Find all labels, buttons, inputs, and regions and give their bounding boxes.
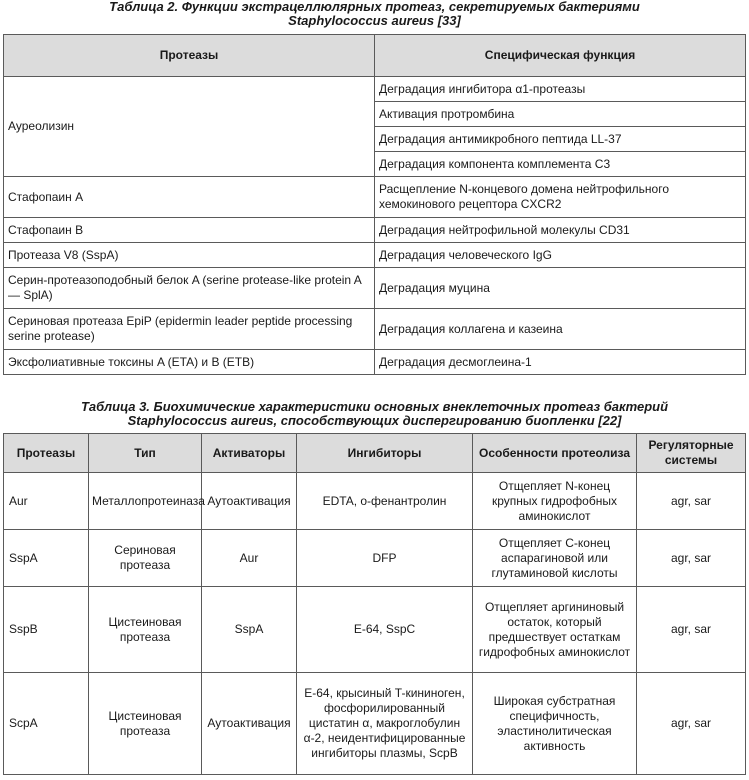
table-row	[4, 309, 746, 350]
table2-header-function: Специфическая функция	[375, 35, 746, 77]
function-cell: Деградация десмоглеина-1	[375, 350, 746, 375]
features-cell: Отщепляет C-конец аспарагиновой или глутаминовой кислоты	[473, 530, 637, 587]
type-cell: Цистеиновая протеаза	[89, 587, 202, 673]
protease-cell: Эксфолиативные токсины A (ETA) и B (ETB)	[4, 350, 375, 375]
table3-header-regulators: Регуляторные системы	[637, 434, 746, 473]
type-cell: Сериновая протеаза	[89, 530, 202, 587]
inhibitors-cell: EDTA, о-фенантролин	[297, 473, 473, 530]
table-row	[4, 77, 746, 102]
table-row	[4, 587, 746, 673]
inhibitors-cell: E-64, крысиный T-кининоген, фосфорилированный цистатин α, макроглобулин α-2, неидентифицированные ингибиторы плазмы, ScpB	[297, 673, 473, 775]
inhibitors-cell: DFP	[297, 530, 473, 587]
table-row	[4, 673, 746, 775]
table3-caption	[0, 400, 749, 428]
table2	[3, 34, 746, 375]
table3-header-features: Особенности протеолиза	[473, 434, 637, 473]
function-cell: Расщепление N-концевого домена нейтрофильного хемокинового рецептора CXCR2	[375, 177, 746, 218]
table-row	[4, 350, 746, 375]
features-cell: Широкая субстратная специфичность, эластинолитическая активность	[473, 673, 637, 775]
table2-header-protease: Протеазы	[4, 35, 375, 77]
protease-cell: ScpA	[4, 673, 89, 775]
table3-caption-line2: Staphylococcus aureus, способствующих диспергированию биопленки [22]	[127, 413, 622, 428]
function-cell: Деградация муцина	[375, 268, 746, 309]
activators-cell: SspA	[202, 587, 297, 673]
table3	[3, 433, 746, 775]
function-cell: Деградация нейтрофильной молекулы CD31	[375, 218, 746, 243]
function-cell: Деградация компонента комплемента C3	[375, 152, 746, 177]
activators-cell: Aur	[202, 530, 297, 587]
type-cell: Металлопротеиназа	[89, 473, 202, 530]
regulators-cell: agr, sar	[637, 673, 746, 775]
table3-header-protease: Протеазы	[4, 434, 89, 473]
features-cell: Отщепляет N-конец крупных гидрофобных аминокислот	[473, 473, 637, 530]
protease-cell: Aur	[4, 473, 89, 530]
regulators-cell: agr, sar	[637, 530, 746, 587]
protease-cell: SspB	[4, 587, 89, 673]
type-cell: Цистеиновая протеаза	[89, 673, 202, 775]
table3-header-activators: Активаторы	[202, 434, 297, 473]
table3-caption-line1: Таблица 3. Биохимические характеристики основных внеклеточных протеаз бактерий	[80, 399, 669, 414]
table3-header-row	[4, 434, 746, 473]
table2-caption-line2: Staphylococcus aureus [33]	[288, 13, 461, 28]
table-row	[4, 243, 746, 268]
function-cell: Деградация антимикробного пептида LL-37	[375, 127, 746, 152]
function-cell: Деградация человеческого IgG	[375, 243, 746, 268]
activators-cell: Аутоактивация	[202, 473, 297, 530]
table-row	[4, 177, 746, 218]
table2-header-row	[4, 35, 746, 77]
protease-cell: Стафопаин B	[4, 218, 375, 243]
inhibitors-cell: E-64, SspC	[297, 587, 473, 673]
protease-cell: Серин-протеазоподобный белок A (serine protease-like protein A — SplA)	[4, 268, 375, 309]
table-row	[4, 268, 746, 309]
table-row	[4, 218, 746, 243]
protease-cell: Стафопаин A	[4, 177, 375, 218]
function-cell: Деградация коллагена и казеина	[375, 309, 746, 350]
regulators-cell: agr, sar	[637, 587, 746, 673]
table-row	[4, 530, 746, 587]
function-cell: Активация протромбина	[375, 102, 746, 127]
regulators-cell: agr, sar	[637, 473, 746, 530]
features-cell: Отщепляет аргининовый остаток, который предшествует остаткам гидрофобных аминокислот	[473, 587, 637, 673]
protease-cell: Сериновая протеаза EpiP (epidermin leader peptide processing serine protease)	[4, 309, 375, 350]
table2-caption	[0, 0, 749, 28]
table-row	[4, 473, 746, 530]
protease-cell: Протеаза V8 (SspA)	[4, 243, 375, 268]
function-cell: Деградация ингибитора α1-протеазы	[375, 77, 746, 102]
protease-cell: Ауреолизин	[4, 77, 375, 177]
table3-header-inhibitors: Ингибиторы	[297, 434, 473, 473]
table3-header-type: Тип	[89, 434, 202, 473]
protease-cell: SspA	[4, 530, 89, 587]
table2-caption-line1: Таблица 2. Функции экстрацеллюлярных протеаз, секретируемых бактериями	[109, 0, 640, 14]
activators-cell: Аутоактивация	[202, 673, 297, 775]
